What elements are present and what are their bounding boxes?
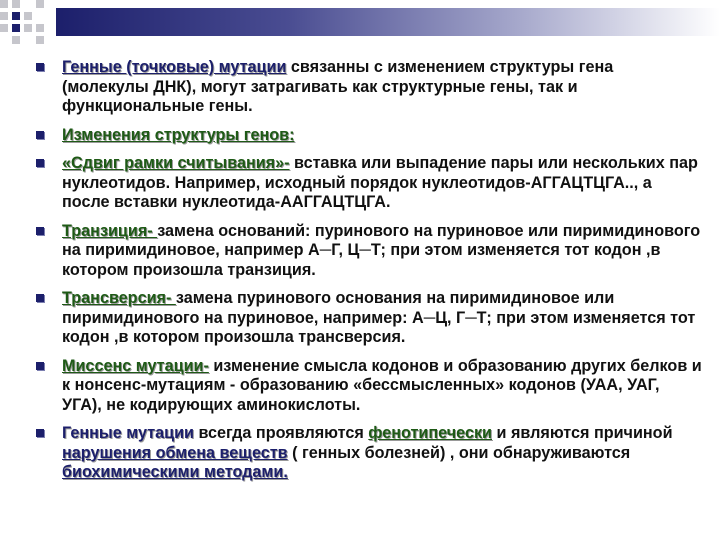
highlighted-term: Транзиция- [62, 221, 158, 240]
decor-square [12, 12, 20, 20]
bullet-text: ( генных болезней) , они обнаруживаются [287, 443, 631, 462]
decor-square [0, 24, 8, 32]
bullet-item [36, 154, 702, 213]
bullet-square-icon [36, 362, 44, 370]
decor-square [12, 24, 20, 32]
bullet-square-icon [36, 159, 44, 167]
highlighted-term: «Сдвиг рамки считывания»- [62, 154, 290, 172]
decor-square [24, 12, 32, 20]
decor-square [36, 36, 44, 44]
highlighted-term: биохимическими методами. [62, 463, 288, 481]
title-decoration [0, 0, 720, 44]
bullet-list [36, 58, 702, 492]
bullet-text: замена оснований: пуринового на пуриновое или пиримидинового на пиримидиновое, например А─Г, Ц─Т; при этом изменяется тот кодон ,в котором произошла транзиция. [62, 221, 701, 279]
highlighted-term: Генные (точковые) мутации [62, 58, 287, 76]
bullet-square-icon [36, 294, 44, 302]
bullet-square-icon [36, 131, 44, 139]
bullet-item [36, 126, 702, 146]
highlighted-term: Изменения структуры генов: [62, 125, 295, 144]
decor-square [0, 0, 8, 8]
highlighted-term: нарушения обмена веществ [62, 443, 288, 462]
bullet-text: и являются причиной [492, 424, 673, 442]
bullet-text: связанны с изменением структуры гена (молекулы ДНК), могут затрагивать как структурные гены, так и функциональные гены. [62, 58, 614, 115]
decor-square [36, 0, 44, 8]
bullet-item [36, 289, 702, 348]
decor-square [12, 0, 20, 8]
bullet-text: вставка или выпадение пары или нескольких пар нуклеотидов. Например, исходный порядок нуклеотидов-АГГАЦТЦГА.., а после вставки нуклеотида-ААГГАЦТЦГА. [62, 154, 698, 211]
bullet-square-icon [36, 63, 44, 71]
title-gradient-bar [56, 8, 720, 36]
term: Генные мутации [62, 424, 194, 442]
decor-square [0, 12, 8, 20]
highlighted-term: фенотипечески [368, 424, 492, 442]
decor-square [24, 24, 32, 32]
bullet-text: замена пуринового основания на пиримидиновое или пиримидинового на пуриновое, например: А─Ц, Г─Т; при этом изменяется тот кодон ,в котором произошла трансверсия. [62, 289, 696, 346]
decor-square [12, 36, 20, 44]
highlighted-term: Миссенс мутации- [62, 356, 209, 375]
bullet-text: изменение смысла кодонов и образованию других белков и к нонсенс-мутациям - образованию «бессмысленных» кодонов (УАА, УАГ, УГА), не кодирующих аминокислоты. [62, 356, 702, 414]
bullet-item [36, 424, 702, 483]
bullet-square-icon [36, 429, 44, 437]
highlighted-term: Трансверсия- [62, 289, 176, 307]
bullet-text: всегда проявляются [193, 424, 369, 442]
bullet-square-icon [36, 227, 44, 235]
bullet-item [36, 222, 702, 281]
bullet-item [36, 357, 702, 416]
bullet-item [36, 58, 702, 117]
decor-square [36, 24, 44, 32]
